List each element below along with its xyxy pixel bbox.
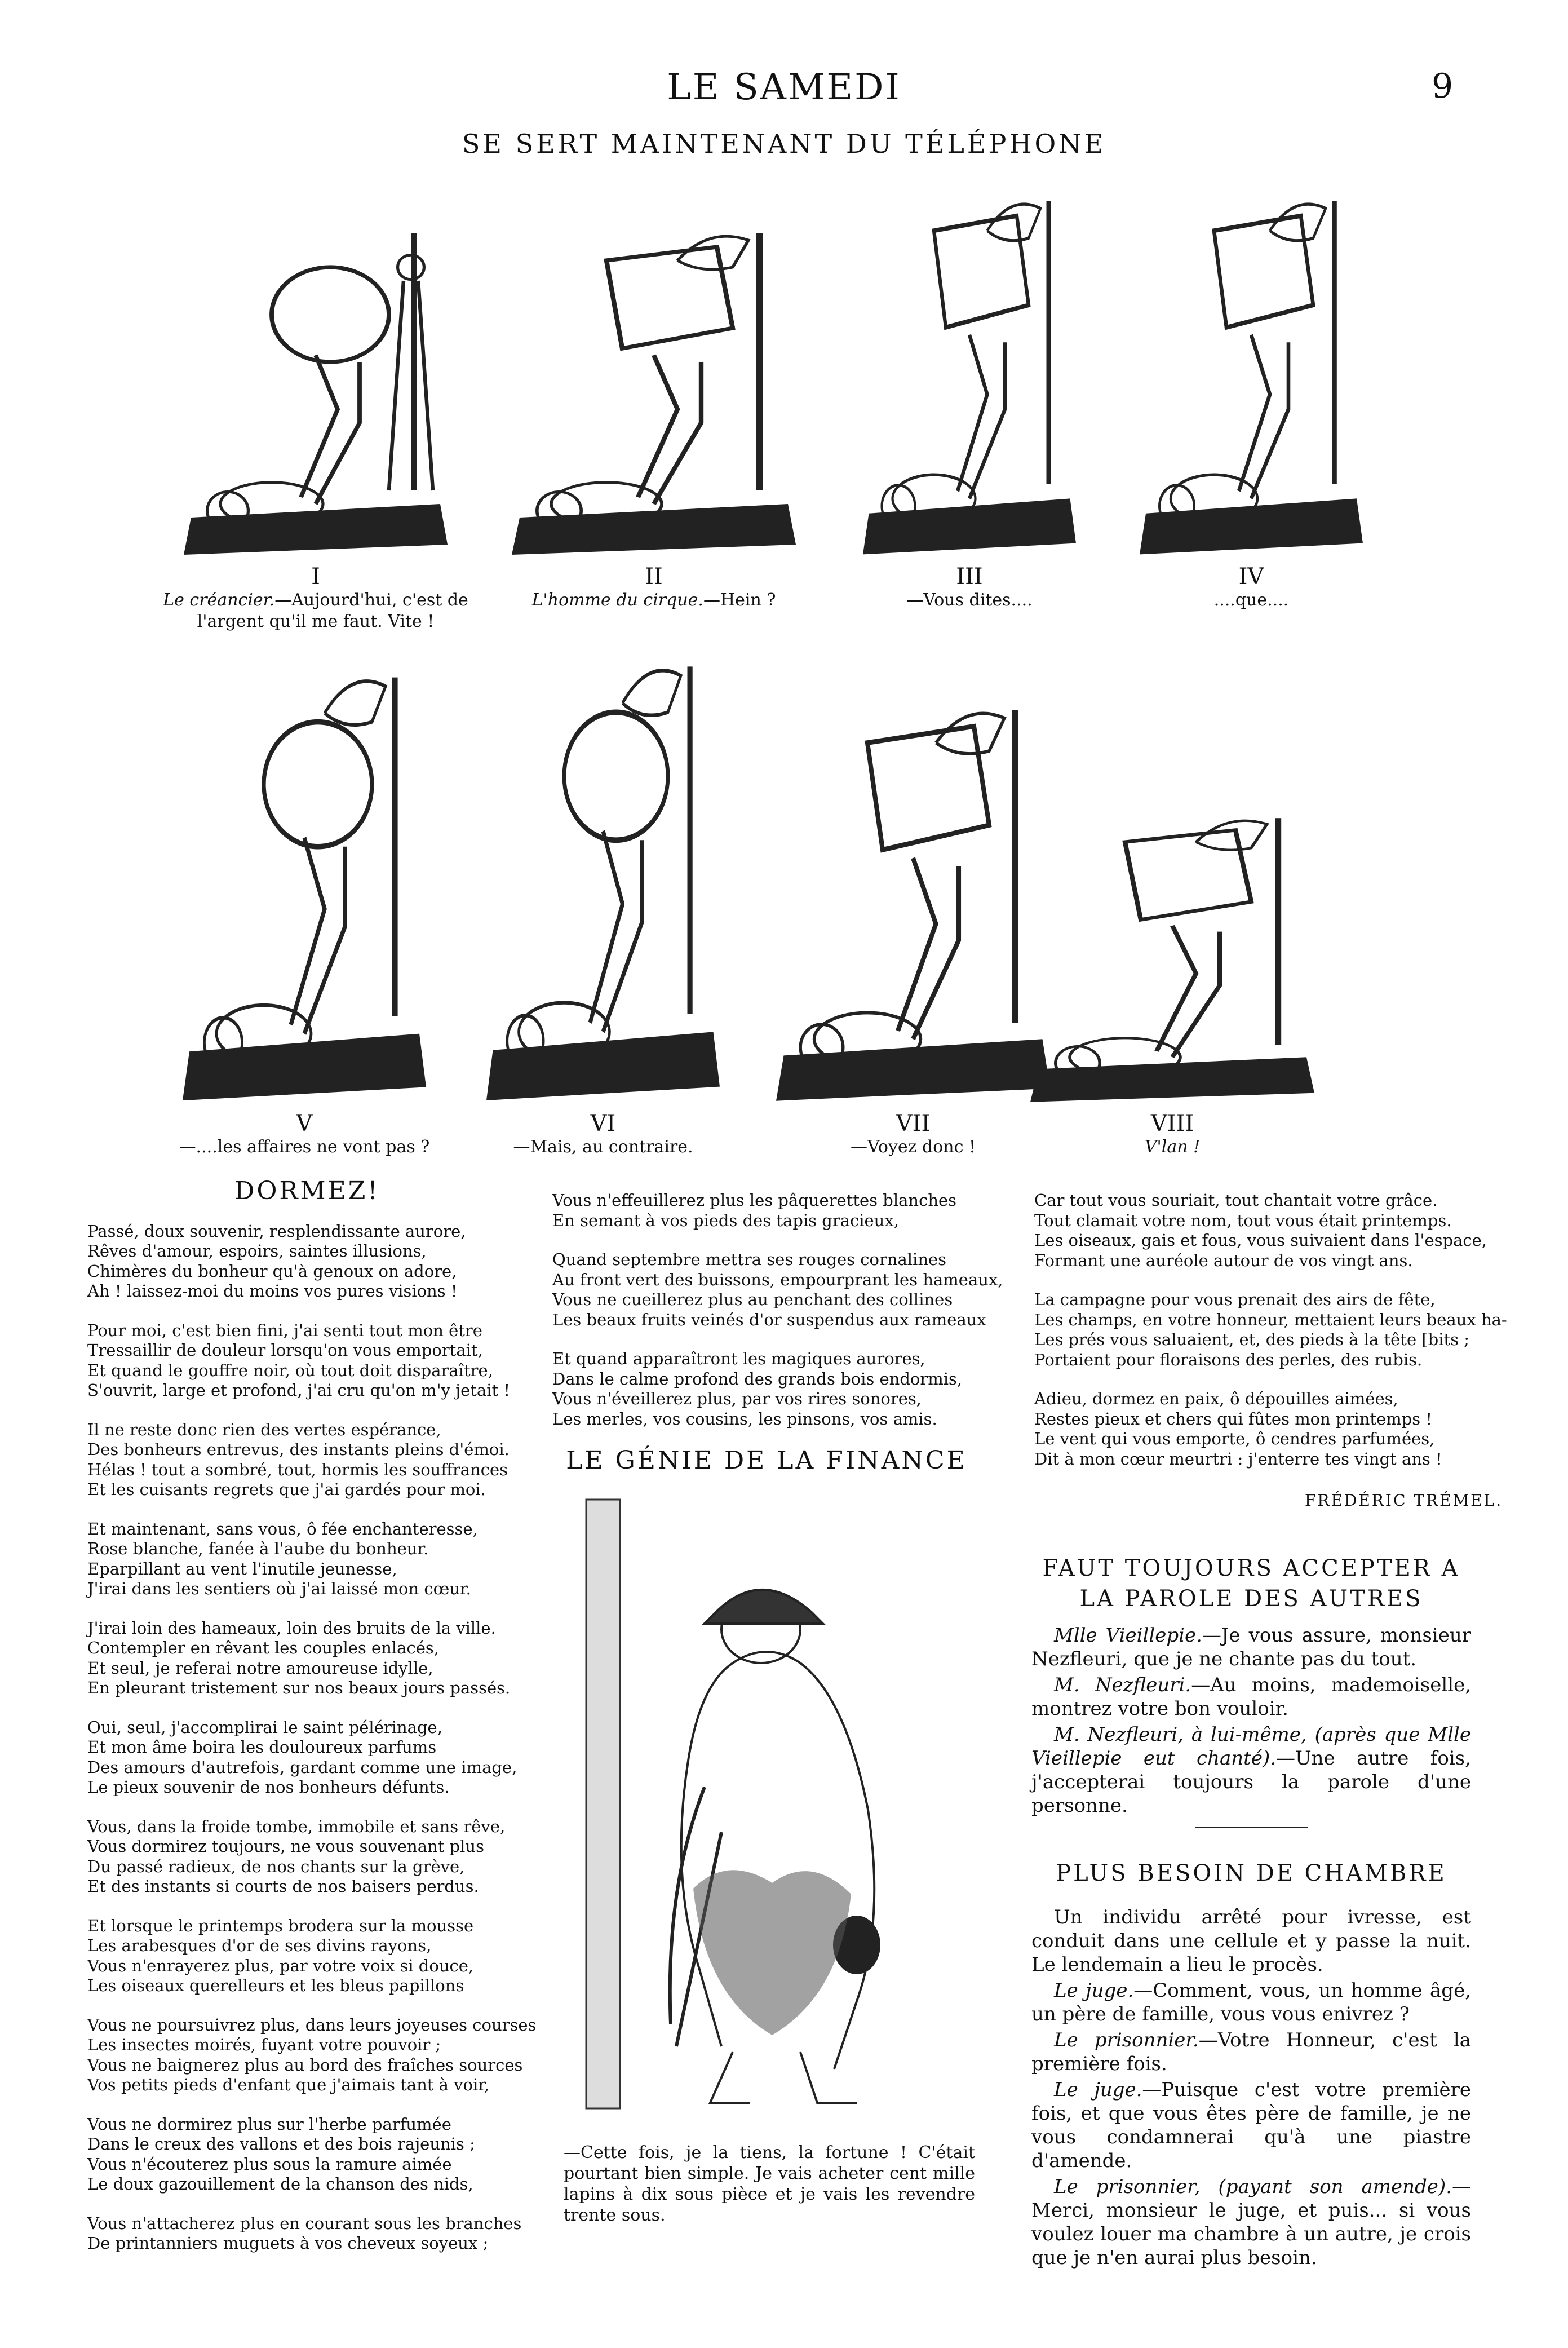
paragraph [1031, 1723, 1471, 1818]
poem-line: Car tout vous souriait, tout chantait votre grâce. [1034, 1191, 1438, 1210]
poem-stanza [87, 2214, 527, 2254]
poem-line: Les oiseaux querelleurs et les bleus papillons [87, 1976, 464, 1995]
poem-column-1 [87, 1177, 537, 2273]
masthead-title: LE SAMEDI [667, 67, 901, 108]
speaker: M. Nezfleuri. [1054, 1674, 1191, 1696]
comic-panel-6 [473, 648, 733, 1105]
panel-caption-text: —Mais, au contraire. [513, 1137, 693, 1157]
poem-line: Vous ne cueillerez plus au penchant des collines [552, 1290, 953, 1309]
poem-line: Vous ne poursuivrez plus, dans leurs joyeuses courses [87, 2015, 537, 2035]
poem-line: Vous n'enrayerez plus, par votre voix si douce, [87, 1956, 474, 1975]
finance-illustration [564, 1494, 975, 2131]
poem-line: Adieu, dormez en paix, ô dépouilles aimées, [1034, 1389, 1398, 1408]
poem-line: Eparpillant au vent l'inutile jeunesse, [87, 1559, 397, 1578]
speaker: Le prisonnier. [1054, 2029, 1199, 2051]
panel-number: IV [1238, 564, 1264, 590]
panel-number: V [296, 1111, 313, 1137]
panel-caption-text: —Vous dites.... [906, 590, 1033, 610]
poem-stanza [87, 2015, 537, 2095]
paragraph [1031, 1905, 1471, 1976]
poem-line: Vous ne dormirez plus sur l'herbe parfumée [87, 2114, 451, 2134]
divider [1195, 1827, 1308, 1828]
poem-line: Quand septembre mettra ses rouges cornalines [552, 1250, 947, 1269]
poem-stanza [87, 1321, 527, 1401]
poem-line: Passé, doux souvenir, resplendissante aurore, [87, 1221, 466, 1241]
poem-line: Les arabesques d'or de ses divins rayons, [87, 1936, 432, 1955]
panel-caption [1144, 590, 1358, 611]
poem-line: Et maintenant, sans vous, ô fée enchanteresse, [87, 1519, 478, 1538]
poem-line: Tout clamait votre nom, tout vous était printemps. [1034, 1210, 1452, 1230]
poem-line: Vous ne baignerez plus au bord des fraîches sources [87, 2055, 523, 2075]
poem-line: Les beaux fruits veinés d'or suspendus aux rameaux [552, 1310, 986, 1329]
poem-line: Chimères du bonheur qu'à genoux on adore, [87, 1261, 457, 1281]
poem-line: Contempler en rêvant les couples enlacés, [87, 1638, 439, 1657]
paragraph-text: Un individu arrêté pour ivresse, est conduit dans une cellule et y passe la nuit. Le lendemain a lieu le procès. [1031, 1906, 1471, 1976]
panel-caption [783, 1137, 1043, 1158]
panel-caption [147, 1137, 462, 1158]
poem-line: Dans le creux des vallons et des bois rajeunis ; [87, 2134, 475, 2154]
poem-stanza [87, 2115, 527, 2195]
poem-title: DORMEZ! [234, 1177, 380, 1205]
poem-line: Ah ! laissez-moi du moins vos pures visions ! [87, 1281, 458, 1301]
panel-3-drawing [851, 186, 1088, 558]
panel-2-drawing [496, 220, 812, 558]
paragraph-text: —Au moins, mademoiselle, montrez votre bon vouloir. [1031, 1674, 1471, 1720]
old-man-illustration [564, 1494, 975, 2131]
poem-line: Les prés vous saluaient, et, des pieds à la tête [bits ; [1034, 1330, 1470, 1349]
finance-caption: —Cette fois, je la tiens, la fortune ! C'était pourtant bien simple. Je vais acheter cent mille lapins à dix sous pièce et je vais les revendre trente sous. [564, 2143, 975, 2225]
poem-line: Vous n'éveillerez plus, par vos rires sonores, [552, 1389, 922, 1408]
speaker: Le prisonnier, (payant son amende). [1054, 2175, 1452, 2198]
poem-line: Vous n'attacherez plus en courant sous les branches [87, 2213, 522, 2233]
poem-line: Les oiseaux, gais et fous, vous suivaient dans l'espace, [1034, 1231, 1487, 1250]
poem-line: Et mon âme boira les douloureux parfums [87, 1737, 437, 1757]
paragraph-text: —Comment, vous, un homme âgé, un père de famille, vous vous enivrez ? [1031, 1979, 1471, 2026]
poem-line: Hélas ! tout a sombré, tout, hormis les souffrances [87, 1460, 508, 1479]
poem-stanza [552, 1349, 969, 1429]
panel-speaker: L'homme du cirque. [531, 590, 703, 610]
panel-number: III [956, 564, 983, 590]
paragraph-text: —Puisque c'est votre première fois, et que vous êtes père de famille, je ne vous condamnerai qu'à une piastre d'amende. [1031, 2079, 1472, 2172]
poem-line: Au front vert des buissons, empourprant les hameaux, [552, 1270, 1003, 1289]
poem-line: Portaient pour floraisons des perles, des rubis. [1034, 1350, 1423, 1369]
panel-caption [1043, 1137, 1302, 1158]
poem-line: Le pieux souvenir de nos bonheurs défunts. [87, 1777, 450, 1797]
poem-line: Rêves d'amour, espoirs, saintes illusions, [87, 1241, 427, 1261]
poem-author: FRÉDÉRIC TRÉMEL. [1305, 1491, 1503, 1510]
paragraph [1031, 1979, 1471, 2026]
paragraph-text: —Merci, monsieur le juge, et puis... si vous voulez louer ma chambre à un autre, je crois que je n'en aurai plus besoin. [1031, 2175, 1471, 2269]
panel-4-drawing [1127, 186, 1375, 558]
poem-line: Oui, seul, j'accomplirai le saint pélérinage, [87, 1717, 442, 1737]
poem-line: Des amours d'autrefois, gardant comme une image, [87, 1757, 517, 1777]
poem-stanza [87, 1916, 527, 1996]
speaker: Le juge. [1054, 2079, 1142, 2101]
paragraph [1031, 2028, 1471, 2076]
anecdote1-body [1031, 1624, 1471, 1820]
paragraph [1031, 1673, 1471, 1721]
poem-stanza [1034, 1191, 1487, 1271]
comic-panel-3 [851, 186, 1088, 558]
poem-line: Et seul, je referai notre amoureuse idylle, [87, 1658, 433, 1678]
panel-caption-text: —Voyez donc ! [851, 1137, 976, 1157]
poem-line: Et quand le gouffre noir, où tout doit disparaître, [87, 1360, 493, 1380]
paragraph-text: —Une autre fois, j'accepterai toujours la parole d'une personne. [1031, 1747, 1471, 1817]
panel-caption-text: —Aujourd'hui, c'est de l'argent qu'il me faut. Vite ! [197, 590, 468, 631]
panel-speaker: Le créancier. [163, 590, 275, 610]
anecdote2-body [1031, 1905, 1471, 2272]
speaker: Le juge. [1054, 1979, 1134, 2002]
poem-line: Et quand apparaîtront les magiques aurores, [552, 1349, 925, 1368]
comic-panel-8 [1015, 806, 1330, 1105]
poem-line: De printanniers muguets à vos cheveux soyeux ; [87, 2234, 489, 2253]
poem-line: Et des instants si courts de nos baisers perdus. [87, 1877, 479, 1896]
poem-line: Il ne reste donc rien des vertes espérance, [87, 1420, 441, 1439]
paragraph [1031, 1624, 1471, 1671]
panel-caption [513, 590, 795, 611]
poem-line: Les champs, en votre honneur, mettaient leurs beaux ha- [1034, 1310, 1507, 1329]
poem-line: Pour moi, c'est bien fini, j'ai senti tout mon être [87, 1320, 482, 1340]
panel-1-drawing [169, 220, 462, 558]
poem-line: Rose blanche, fanée à l'aube du bonheur. [87, 1539, 429, 1558]
paragraph-text: —Je vous assure, monsieur Nezfleuri, que je ne chante pas du tout. [1031, 1624, 1471, 1670]
poem-line: Le vent qui vous emporte, ô cendres parfumées, [1034, 1429, 1435, 1448]
panel-number: II [645, 564, 663, 590]
poem-column-2 [552, 1191, 1003, 1448]
poem-line: Dans le calme profond des grands bois endormis, [552, 1369, 963, 1389]
panel-caption-text: —....les affaires ne vont pas ? [179, 1137, 430, 1157]
panel-caption-text: —Hein ? [703, 590, 776, 610]
poem-line: Vos petits pieds d'enfant que j'aimais tant à voir, [87, 2075, 490, 2094]
poem-line: Formant une auréole autour de vos vingt ans. [1034, 1250, 1413, 1270]
poem-line: Vous n'effeuillerez plus les pâquerettes blanches [552, 1191, 957, 1210]
speaker: M. Nezfleuri, à lui-même, (après que Mlle Vieillepie eut chanté). [1031, 1723, 1471, 1770]
panel-caption-text: ....que.... [1213, 590, 1289, 610]
panel-number: VII [896, 1111, 931, 1137]
poem-line: Le doux gazouillement de la chanson des nids, [87, 2174, 473, 2194]
panel-5-drawing [169, 660, 440, 1105]
comic-panel-5 [169, 660, 440, 1105]
poem-line: Dit à mon cœur meurtri : j'enterre tes vingt ans ! [1034, 1449, 1442, 1469]
poem-line: Des bonheurs entrevus, des instants pleins d'émoi. [87, 1440, 510, 1459]
comic-panel-2 [496, 220, 812, 558]
panel-number: VI [590, 1111, 616, 1137]
page-number: 9 [1432, 67, 1454, 106]
panel-number: VIII [1150, 1111, 1194, 1137]
poem-stanza [1034, 1290, 1507, 1370]
panel-caption [862, 590, 1077, 611]
poem-line: Vous, dans la froide tombe, immobile et sans rêve, [87, 1816, 506, 1836]
poem-line: Et les cuisants regrets que j'ai gardés pour moi. [87, 1480, 486, 1499]
panel-speaker: V'lan ! [1144, 1137, 1201, 1157]
panel-6-drawing [473, 648, 733, 1105]
panel-caption [473, 1137, 733, 1158]
poem-line: Les insectes moirés, fuyant votre pouvoir ; [87, 2035, 441, 2054]
poem-line: J'irai dans les sentiers où j'ai laissé mon cœur. [87, 1579, 471, 1598]
comic-panel-4 [1127, 186, 1375, 558]
comic-panel-1 [169, 220, 462, 558]
poem-line: S'ouvrit, large et profond, j'ai cru qu'on m'y jetait ! [87, 1381, 511, 1400]
poem-line: Vous n'écouterez plus sous la ramure aimée [87, 2154, 452, 2174]
anecdote2-title: PLUS BESOIN DE CHAMBRE [1056, 1860, 1447, 1886]
poem-line: Restes pieux et chers qui fûtes mon printemps ! [1034, 1409, 1433, 1429]
panel-caption [158, 590, 473, 633]
poem-line: Vous dormirez toujours, ne vous souvenant plus [87, 1837, 484, 1856]
poem-line: La campagne pour vous prenait des airs de fête, [1034, 1290, 1436, 1309]
poem-line: Tressaillir de douleur lorsqu'on vous emportait, [87, 1341, 483, 1360]
poem-line: Du passé radieux, de nos chants sur la grève, [87, 1856, 465, 1876]
finance-title: LE GÉNIE DE LA FINANCE [566, 1446, 967, 1475]
poem-stanza [87, 1420, 527, 1500]
poem-stanza [87, 1222, 527, 1302]
poem-stanza [1034, 1389, 1468, 1469]
poem-line: Les merles, vos cousins, les pinsons, vos amis. [552, 1409, 937, 1429]
poem-line: En semant à vos pieds des tapis gracieux, [552, 1210, 899, 1230]
paragraph [1031, 2078, 1471, 2173]
poem-stanza [87, 1619, 527, 1699]
panel-number: I [311, 564, 320, 590]
poem-line: En pleurant tristement sur nos beaux jours passés. [87, 1678, 511, 1697]
poem-stanza [87, 1519, 527, 1599]
poem-stanza [552, 1191, 969, 1231]
paragraph [1031, 2175, 1471, 2270]
poem-stanza [87, 1718, 527, 1798]
poem-stanza [552, 1250, 1003, 1330]
poem-stanza [87, 1817, 527, 1897]
comic-title: SE SERT MAINTENANT DU TÉLÉPHONE [462, 129, 1106, 159]
speaker: Mlle Vieillepie. [1054, 1624, 1202, 1647]
paragraph-text: —Votre Honneur, c'est la première fois. [1031, 2029, 1471, 2075]
poem-line: Et lorsque le printemps brodera sur la mousse [87, 1916, 474, 1935]
poem-column-3 [1034, 1191, 1507, 1488]
anecdote1-title: FAUT TOUJOURS ACCEPTER A LA PAROLE DES AUTRES [1042, 1555, 1460, 1612]
poem-line: J'irai loin des hameaux, loin des bruits de la ville. [87, 1618, 496, 1638]
panel-8-drawing [1015, 806, 1330, 1105]
